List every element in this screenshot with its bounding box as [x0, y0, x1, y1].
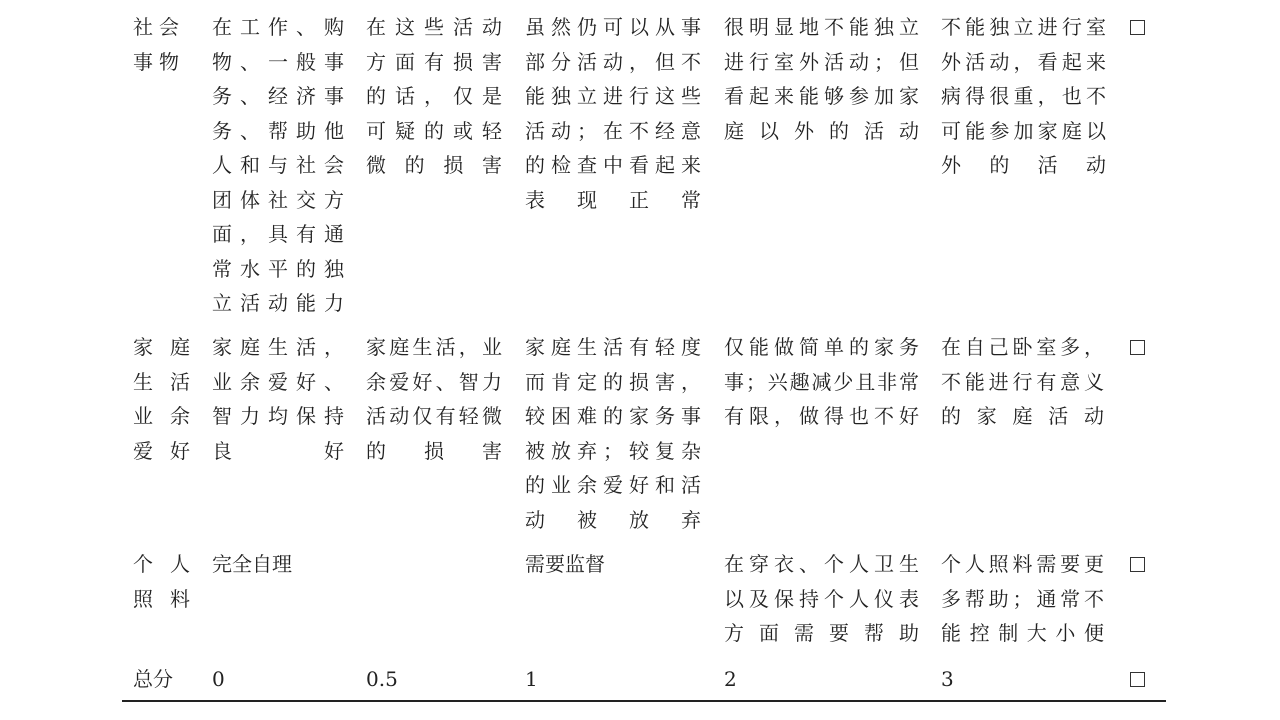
row-home-score-3: 在自己卧室多， 不能进行有意义 的家庭活动: [941, 335, 1104, 428]
row-home-score-2: 仅能做简单的家务 事；兴趣减少且非常 有限，做得也不好: [724, 335, 919, 428]
row-care-score-2: 在穿衣、个人卫生 以及保持个人仪表 方面需要帮助: [724, 552, 919, 645]
row-care-score-0: 完全自理: [212, 552, 292, 576]
row-total-score-2: 2: [724, 667, 737, 691]
row-social-score-0: 在工作、购 物、一般事 务、经济事 务、帮助他 人和与社会 团体社交方 面，具有通 常水平的独 立活动能力: [212, 15, 344, 315]
row-total-score-0.5: 0.5: [366, 667, 398, 691]
row-social-score-0.5: 在这些活动 方面有损害 的话，仅是 可疑的或轻 微的损害: [366, 15, 502, 177]
row-home-category: 家庭 生活 业余 爱好: [133, 335, 190, 463]
row-home-score-0.5: 家庭生活，业 余爱好、智力 活动仅有轻微 的损害: [366, 335, 502, 463]
row-total-score-3: 3: [941, 667, 954, 691]
row-social-score-1: 虽然仍可以从事 部分活动，但不 能独立进行这些 活动；在不经意 的检查中看起来 表现正常: [525, 15, 701, 212]
row-care-score-1: 需要监督: [525, 552, 605, 576]
row-care-checkbox[interactable]: [1130, 557, 1145, 572]
row-social-checkbox[interactable]: [1130, 20, 1145, 35]
table-bottom-rule: [122, 700, 1166, 702]
row-social-score-3: 不能独立进行室 外活动，看起来 病得很重，也不 可能参加家庭以 外的活动: [941, 15, 1106, 177]
row-total-checkbox[interactable]: [1130, 672, 1145, 687]
row-total-score-0: 0: [212, 667, 225, 691]
row-care-category: 个人 照料: [133, 552, 190, 611]
row-home-checkbox[interactable]: [1130, 340, 1145, 355]
row-care-score-3: 个人照料需要更 多帮助；通常不 能控制大小便: [941, 552, 1104, 645]
row-home-score-0: 家庭生活， 业余爱好、 智力均保持 良好: [212, 335, 344, 463]
row-total-label: 总分: [133, 667, 173, 691]
row-total-score-1: 1: [525, 667, 538, 691]
row-social-score-2: 很明显地不能独立 进行室外活动；但 看起来能够参加家 庭以外的活动: [724, 15, 919, 143]
row-home-score-1: 家庭生活有轻度 而肯定的损害， 较困难的家务事 被放弃；较复杂 的业余爱好和活 动被放弃: [525, 335, 701, 532]
row-social-category: 社会 事物: [133, 15, 179, 74]
